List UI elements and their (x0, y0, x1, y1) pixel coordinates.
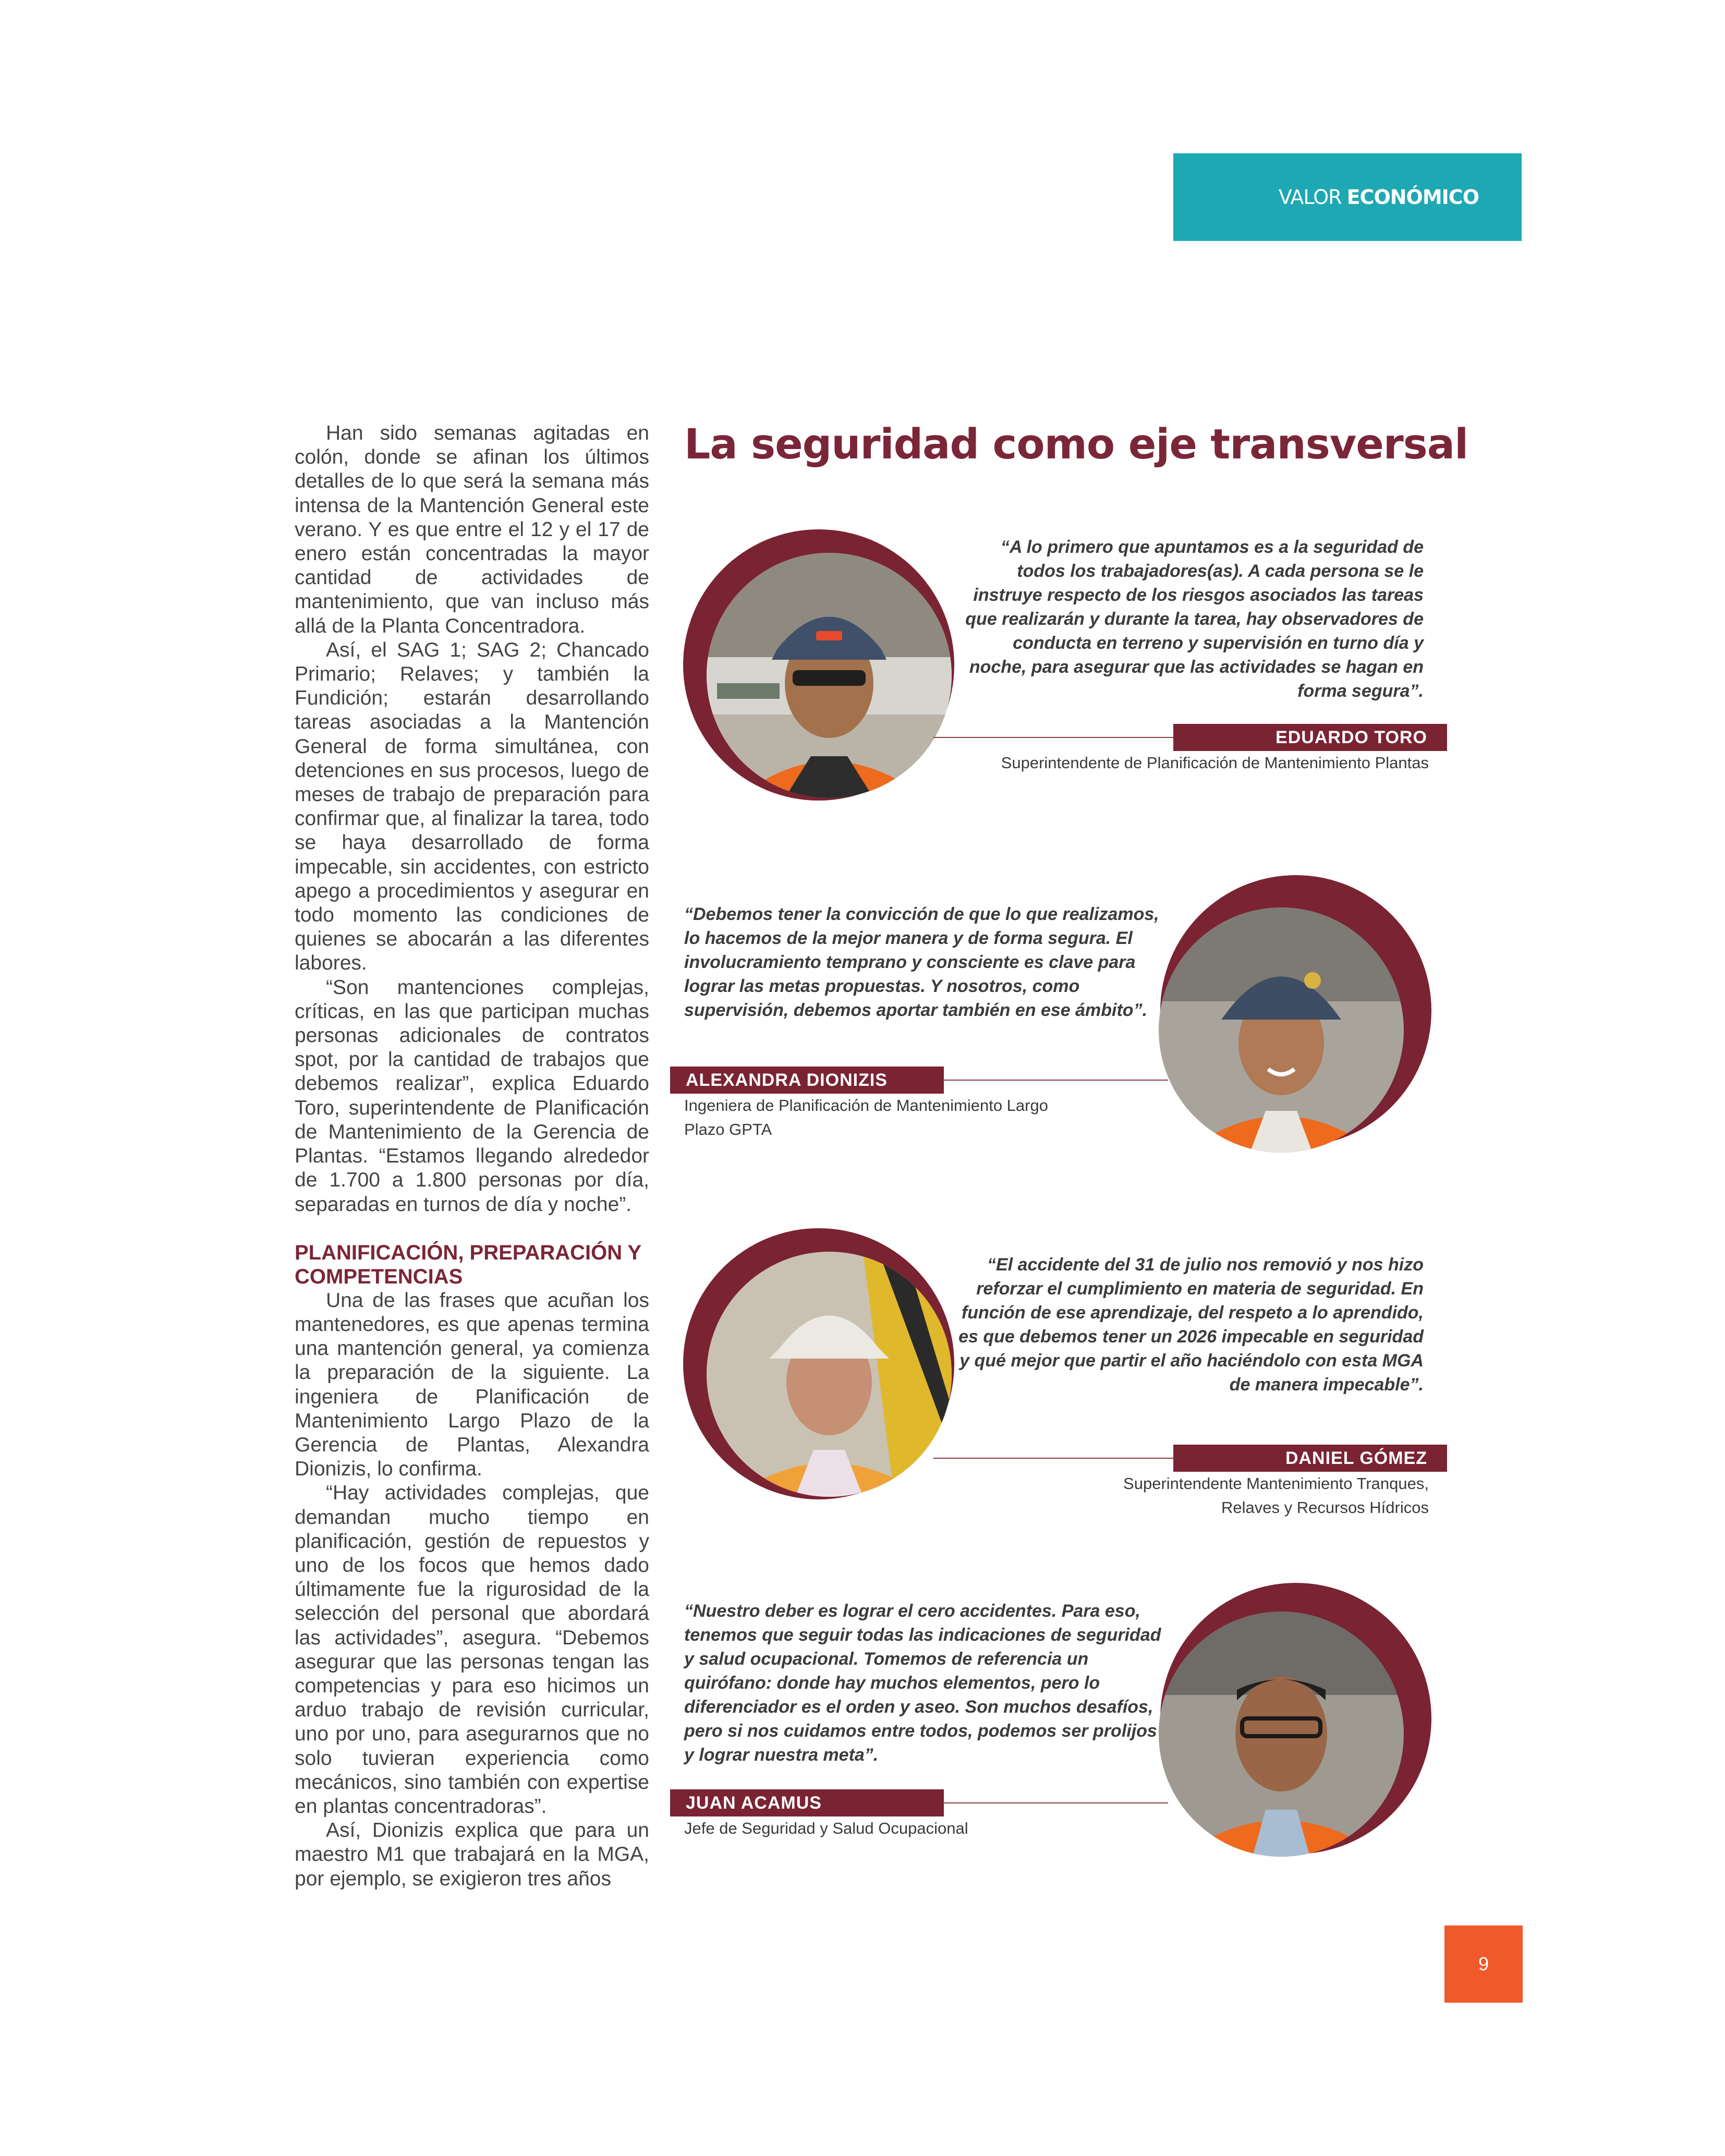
quote-text: “Nuestro deber es lograr el cero accidentes. Para eso, tenemos que seguir todas las indicaciones de seguridad y salud ocupacional. Tomemos de referencia un quirófano: donde hay muchos elementos, pero lo diferenciador es el orden y aseo. Son muchos desafíos, pero si nos cuidamos entre todos, podemos ser prolijos y lograr nuestra meta”. (684, 1601, 1161, 1765)
connector-line (933, 737, 1179, 738)
quote-text: “A lo primero que apuntamos es a la seguridad de todos los trabajadores(as). A cada persona se le instruye respecto de los riesgos asociados las tareas que realizarán y durante la tarea, hay observadores de conducta en terreno y supervisión en turno día y noche, para asegurar que las actividades se hagan en forma segura”. (965, 537, 1424, 701)
worker-photo-icon (707, 1252, 952, 1497)
worker-photo-icon (1159, 907, 1404, 1153)
subheading: PLANIFICACIÓN, PREPARACIÓN Y COMPETENCIAS (295, 1241, 641, 1288)
worker-photo-icon (1159, 1612, 1404, 1857)
quote-text: “El accidente del 31 de julio nos removió y nos hizo reforzar el cumplimiento en materia de seguridad. En función de ese aprendizaje, del respeto a lo aprendido, es que debemos tener un 2026 impecable en seguridad y qué mejor que partir el año haciéndolo con esta MGA de manera impecable”. (958, 1255, 1424, 1395)
section-label-light: VALOR (1278, 186, 1342, 209)
connector-line (939, 1802, 1168, 1803)
page-title: La seguridad como eje transversal (684, 420, 1468, 468)
paragraph: Han sido semanas agitadas en colón, donde se afinan los últimos detalles de lo que será la semana más intensa de la Mantención General este verano. Y es que entre el 12 y el 17 de enero están concentradas la mayor cantidad de actividades de mantenimiento, que van incluso más allá de la Planta Concentradora. (295, 422, 649, 637)
quote-author: DANIEL GÓMEZ (1173, 1445, 1447, 1472)
worker-photo-icon (707, 553, 952, 798)
quote-text: “Debemos tener la convicción de que lo que realizamos, lo hacemos de la mejor manera y de forma segura. El involucramiento temprano y consciente es clave para lograr las metas propuestas. Y nosotros, como supervisión, debemos aportar también en ese ámbito”. (684, 904, 1159, 1020)
quote-author: EDUARDO TORO (1173, 724, 1447, 751)
connector-line (933, 1458, 1179, 1459)
page-number: 9 (1444, 1925, 1523, 2003)
paragraph: Así, el SAG 1; SAG 2; Chancado Primario; Relaves; y también la Fundición; estarán desarrollando tareas asociadas a la Mantención General de forma simultánea, con detenciones en sus procesos, luego de meses de trabajo de preparación para confirmar que, al finalizar la tarea, todo se haya desarrollado de forma impecable, sin accidentes, con estricto apego a procedimientos y asegurar en todo momento las condiciones de quienes se abocarán a las diferentes labores. (295, 638, 649, 975)
paragraph: “Son mantenciones complejas, críticas, en las que participan muchas personas adicionales de contratos spot, por la cantidad de trabajos que debemos realizar”, explica Eduardo Toro, superintendente de Planificación de Mantenimiento de la Gerencia de Plantas. “Estamos llegando alrededor de 1.700 a 1.800 personas por día, separadas en turnos de día y noche”. (295, 976, 649, 1216)
connector-line (939, 1080, 1168, 1081)
quote-author: JUAN ACAMUS (670, 1789, 944, 1816)
paragraph: Así, Dionizis explica que para un maestro M1 que trabajará en la MGA, por ejemplo, se exigieron tres años (295, 1819, 649, 1890)
quote-author: ALEXANDRA DIONIZIS (670, 1067, 944, 1094)
author-role: Superintendente Mantenimiento Tranques, Relaves y Recursos Hídricos (1123, 1474, 1429, 1517)
article-body (295, 421, 649, 1891)
author-role: Ingeniera de Planificación de Mantenimiento Largo Plazo GPTA (684, 1096, 1048, 1138)
author-role: Jefe de Seguridad y Salud Ocupacional (684, 1819, 968, 1837)
paragraph: Una de las frases que acuñan los mantenedores, es que apenas termina una mantención general, ya comienza la preparación de la siguiente. La ingeniera de Planificación de Mantenimiento Largo Plazo de la Gerencia de Plantas, Alexandra Dionizis, lo confirma. (295, 1289, 649, 1481)
paragraph: “Hay actividades complejas, que demandan mucho tiempo en planificación, gestión de repuestos y uno de los focos que hemos dado últimamente fue la rigurosidad de la selección del personal que abordará las actividades”, asegura. “Debemos asegurar que las personas tengan las competencias y para eso hicimos un arduo trabajo de revisión curricular, uno por uno, para asegurarnos que no solo tuvieran experiencia como mecánicos, sino también con expertise en plantas concentradoras”. (295, 1482, 649, 1818)
section-label-bold: ECONÓMICO (1346, 186, 1479, 209)
section-tab (1173, 153, 1522, 241)
author-role: Superintendente de Planificación de Mantenimiento Plantas (1001, 754, 1429, 772)
